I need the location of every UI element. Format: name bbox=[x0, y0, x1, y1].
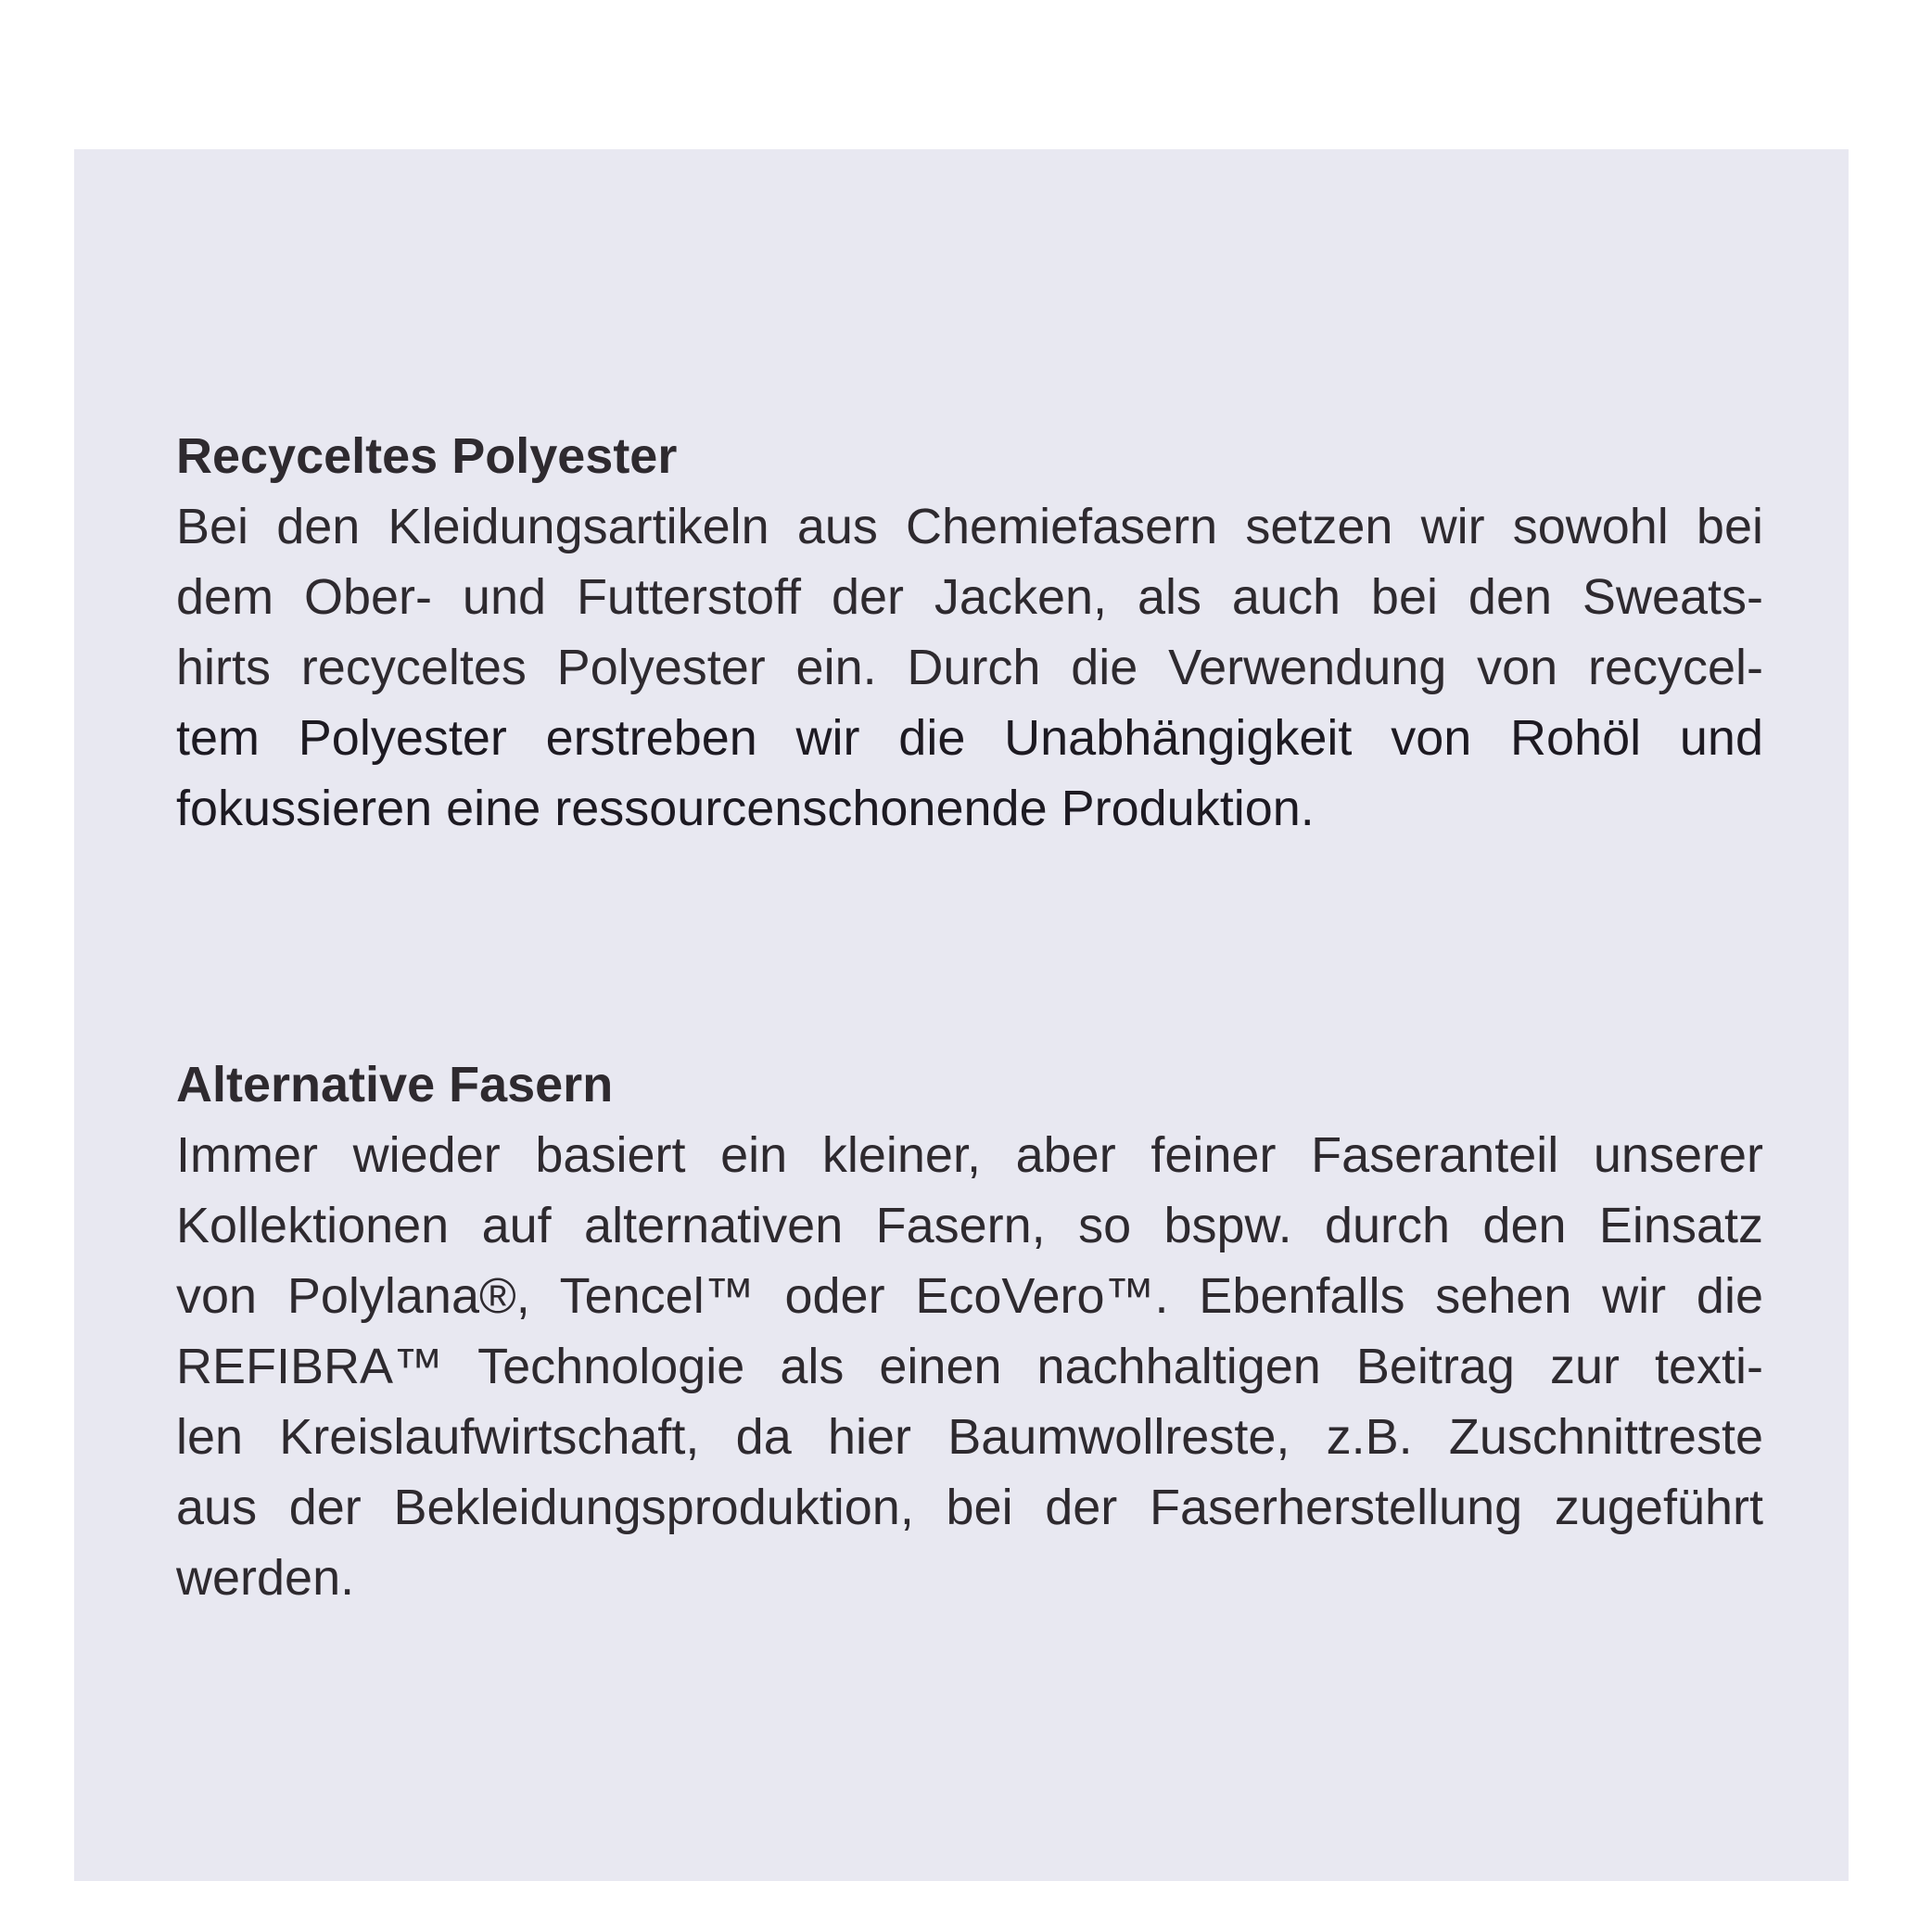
content-panel bbox=[74, 149, 1849, 1881]
body-line: len Kreislaufwirtschaft, da hier Baumwollreste, z.B. Zuschnittreste bbox=[176, 1409, 1763, 1465]
body-line: von Polylana®, Tencel™ oder EcoVero™. Ebenfalls sehen wir die bbox=[176, 1268, 1763, 1324]
body-line: dem Ober- und Futterstoff der Jacken, als auch bei den Sweats- bbox=[176, 569, 1763, 625]
section-body bbox=[176, 1120, 1763, 1613]
body-line: Kollektionen auf alternativen Fasern, so bspw. durch den Einsatz bbox=[176, 1198, 1763, 1253]
body-line: aus der Bekleidungsproduktion, bei der Faserherstellung zugeführt bbox=[176, 1480, 1763, 1535]
section-heading: Recyceltes Polyester bbox=[176, 428, 678, 484]
body-line: hirts recyceltes Polyester ein. Durch die Verwendung von recycel- bbox=[176, 640, 1763, 695]
body-line: tem Polyester erstreben wir die Unabhängigkeit von Rohöl und bbox=[176, 710, 1763, 766]
body-line: fokussieren eine ressourcenschonende Produktion. bbox=[176, 781, 1315, 836]
section-alternative-fibers bbox=[176, 1049, 1763, 1613]
body-line: REFIBRA™ Technologie als einen nachhaltigen Beitrag zur texti- bbox=[176, 1339, 1763, 1394]
section-body bbox=[176, 491, 1763, 844]
section-recycled-polyester bbox=[176, 421, 1763, 844]
section-heading: Alternative Fasern bbox=[176, 1057, 614, 1112]
body-line: Bei den Kleidungsartikeln aus Chemiefasern setzen wir sowohl bei bbox=[176, 499, 1763, 554]
body-line: werden. bbox=[176, 1550, 355, 1606]
body-line: Immer wieder basiert ein kleiner, aber feiner Faseranteil unserer bbox=[176, 1127, 1763, 1183]
